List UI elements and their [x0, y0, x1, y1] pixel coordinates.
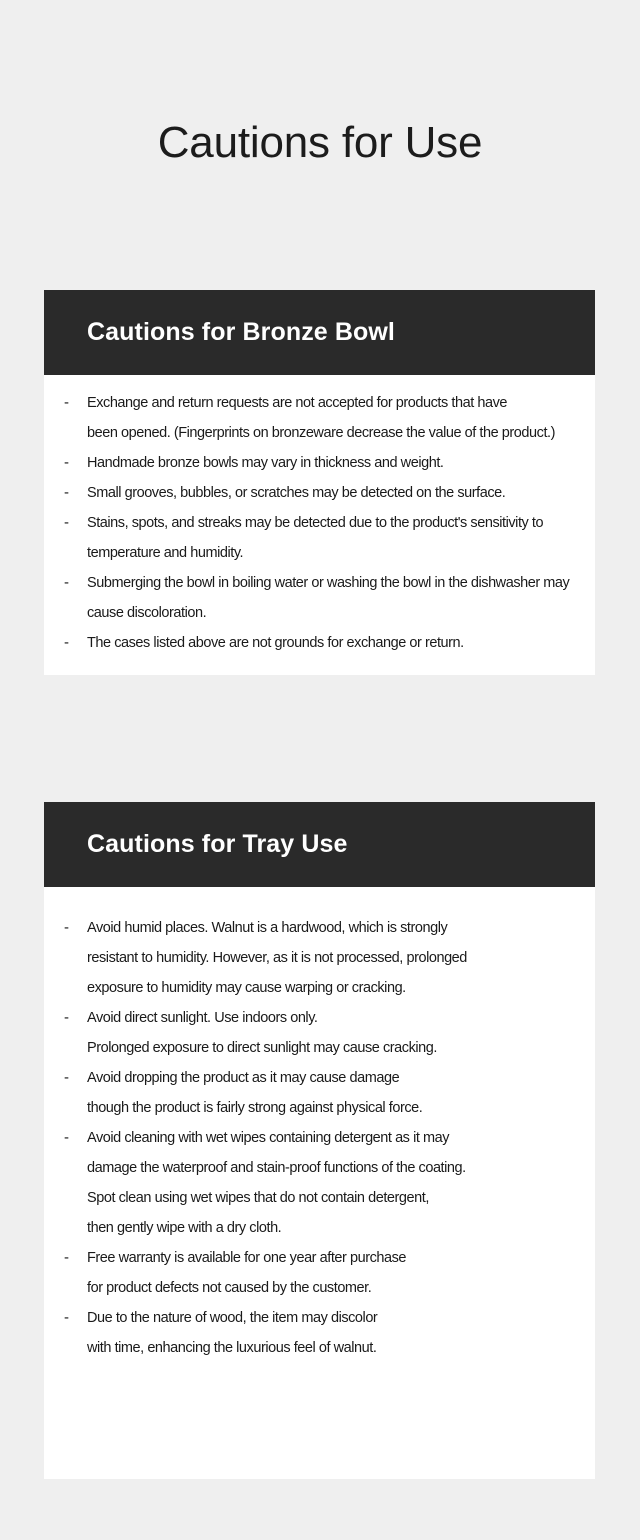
caution-text-line: Free warranty is available for one year after purchase	[87, 1250, 407, 1266]
bullet-dash: -	[64, 394, 69, 411]
bullet-dash: -	[64, 454, 69, 471]
card-header	[44, 290, 595, 375]
caution-item	[44, 913, 595, 1003]
tray-use-cautions-card	[44, 802, 595, 1479]
bullet-dash: -	[64, 1069, 69, 1086]
caution-list	[44, 375, 595, 658]
caution-text-line: cause discoloration.	[87, 605, 207, 621]
caution-text-line: been opened. (Fingerprints on bronzeware decrease the value of the product.)	[87, 425, 555, 441]
caution-text-line: resistant to humidity. However, as it is not processed, prolonged	[87, 950, 467, 966]
caution-text-line: Exchange and return requests are not accepted for products that have	[87, 395, 507, 411]
caution-item	[44, 1003, 595, 1063]
caution-list	[44, 887, 595, 1363]
bullet-dash: -	[64, 1009, 69, 1026]
caution-text-line: exposure to humidity may cause warping or cracking.	[87, 980, 406, 996]
caution-item	[44, 628, 595, 658]
caution-text-line: Prolonged exposure to direct sunlight may cause cracking.	[87, 1040, 437, 1056]
bronze-bowl-cautions-card	[44, 290, 595, 675]
bullet-dash: -	[64, 1129, 69, 1146]
bullet-dash: -	[64, 484, 69, 501]
caution-text-line: Avoid cleaning with wet wipes containing detergent as it may	[87, 1130, 450, 1146]
page-title: Cautions for Use	[157, 118, 483, 167]
caution-text-line: then gently wipe with a dry cloth.	[87, 1220, 282, 1236]
caution-item	[44, 568, 595, 628]
caution-item	[44, 478, 595, 508]
caution-text-line: Avoid humid places. Walnut is a hardwood, which is strongly	[87, 920, 448, 936]
caution-item	[44, 508, 595, 568]
caution-item	[44, 1243, 595, 1303]
bullet-dash: -	[64, 514, 69, 531]
card-title: Cautions for Bronze Bowl	[87, 318, 395, 346]
caution-text-line: though the product is fairly strong against physical force.	[87, 1100, 423, 1116]
card-title: Cautions for Tray Use	[87, 830, 348, 858]
caution-item	[44, 1303, 595, 1363]
caution-text-line: The cases listed above are not grounds for exchange or return.	[87, 635, 464, 651]
caution-text-line: for product defects not caused by the customer.	[87, 1280, 372, 1296]
caution-text-line: Handmade bronze bowls may vary in thickness and weight.	[87, 455, 444, 471]
caution-text-line: Submerging the bowl in boiling water or washing the bowl in the dishwasher may	[87, 575, 570, 591]
caution-text-line: damage the waterproof and stain-proof functions of the coating.	[87, 1160, 466, 1176]
caution-text-line: Due to the nature of wood, the item may discolor	[87, 1310, 378, 1326]
caution-item	[44, 448, 595, 478]
bullet-dash: -	[64, 919, 69, 936]
bullet-dash: -	[64, 634, 69, 651]
bullet-dash: -	[64, 574, 69, 591]
bullet-dash: -	[64, 1249, 69, 1266]
caution-item	[44, 1063, 595, 1123]
bullet-dash: -	[64, 1309, 69, 1326]
caution-item	[44, 1123, 595, 1243]
card-header	[44, 802, 595, 887]
caution-text-line: Stains, spots, and streaks may be detected due to the product's sensitivity to	[87, 515, 544, 531]
caution-text-line: with time, enhancing the luxurious feel of walnut.	[87, 1340, 377, 1356]
caution-text-line: Small grooves, bubbles, or scratches may be detected on the surface.	[87, 485, 506, 501]
caution-text-line: temperature and humidity.	[87, 545, 244, 561]
caution-text-line: Spot clean using wet wipes that do not contain detergent,	[87, 1190, 429, 1206]
caution-item	[44, 388, 595, 448]
caution-text-line: Avoid direct sunlight. Use indoors only.	[87, 1010, 318, 1026]
caution-text-line: Avoid dropping the product as it may cause damage	[87, 1070, 400, 1086]
